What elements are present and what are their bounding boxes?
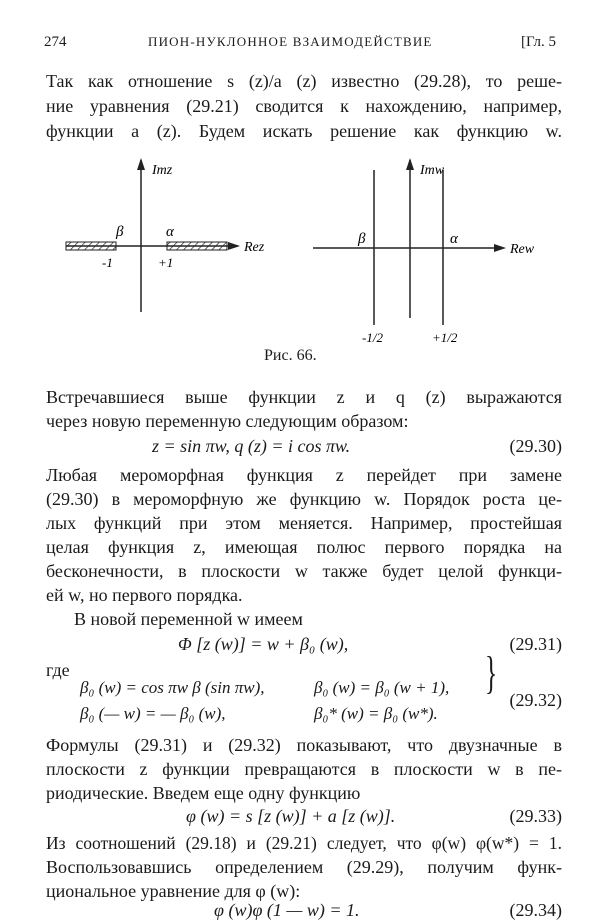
paragraph-line: плоскости z функции превращаются в плоскости w в пе- [46, 759, 562, 779]
figure-66 [0, 150, 600, 350]
paragraph-line: Встречавшиеся выше функции z и q (z) выражаются [46, 387, 562, 407]
brace: } [484, 647, 498, 698]
equation-number: (29.34) [509, 900, 562, 920]
figure-caption: Рис. 66. [264, 347, 317, 364]
where-word: где [46, 660, 70, 680]
rew-label: Rew [510, 242, 535, 257]
running-title: ПИОН-НУКЛОННОЕ ВЗАИМОДЕЙСТВИЕ [148, 34, 433, 49]
equation-29-32-line1b: β₀ (w) = β₀ (w + 1), [314, 678, 450, 697]
paragraph-line: Любая мероморфная функция z перейдет при замене [46, 465, 562, 485]
paragraph-line: (29.30) в мероморфную же функцию w. Порядок роста це- [46, 489, 562, 509]
imw-label: Imw [420, 163, 445, 178]
paragraph-line: циональное уравнение для φ (w): [46, 881, 301, 901]
paragraph-line: ние уравнения (29.21) сводится к нахождению, например, [46, 96, 562, 116]
page-number: 274 [44, 34, 67, 50]
equation-number: (29.33) [509, 806, 562, 826]
paragraph-line: В новой переменной w имеем [74, 609, 303, 629]
equation-number: (29.32) [509, 690, 562, 710]
imz-label: Imz [152, 163, 173, 178]
cut-right [167, 242, 227, 250]
equation-29-31: Φ [z (w)] = w + β₀ (w), [178, 634, 349, 654]
equation-29-32-line1a: β₀ (w) = cos πw β (sin πw), [80, 678, 265, 697]
rew-arrow [494, 244, 506, 252]
equation-29-33: φ (w) = s [z (w)] + a [z (w)]. [186, 806, 396, 826]
paragraph-line: Формулы (29.31) и (29.32) показывают, что двузначные в [46, 735, 562, 755]
equation-29-30: z = sin πw, q (z) = i cos πw. [152, 436, 351, 456]
w-plane-diagram [313, 158, 535, 345]
alpha-label: α [450, 231, 458, 247]
equation-number: (29.31) [509, 634, 562, 654]
tick-minus-one: -1 [102, 255, 113, 270]
paragraph-line: целая функция z, имеющая полюс первого порядка на [46, 537, 562, 557]
paragraph-line: лых функций при этом меняется. Например, простейшая [46, 513, 562, 533]
equation-29-32-line2b: β₀* (w) = β₀ (w*). [314, 704, 438, 723]
equation-number: (29.30) [509, 436, 562, 456]
paragraph-line: через новую переменную следующим образом: [46, 411, 409, 431]
alpha-label: α [166, 224, 174, 240]
tick-minus-half: -1/2 [362, 330, 383, 345]
chapter-label: [Гл. 5 [521, 34, 557, 50]
beta-label: β [116, 224, 124, 240]
equation-29-34: φ (w)φ (1 — w) = 1. [214, 900, 360, 920]
paragraph-line: Так как отношение s (z)/a (z) известно (29.28), то реше- [46, 71, 562, 91]
imw-arrow [406, 158, 414, 170]
imz-arrow [137, 158, 145, 170]
beta-label: β [358, 231, 366, 247]
tick-plus-half: +1/2 [432, 330, 458, 345]
paragraph-line: Воспользовавшись определением (29.29), получим функ- [46, 857, 562, 877]
tick-plus-one: +1 [158, 255, 174, 270]
cut-left [66, 242, 116, 250]
paragraph-line: риодические. Введем еще одну функцию [46, 783, 361, 803]
paragraph-line: ей w, но первого порядка. [46, 585, 243, 605]
paragraph-line: функции a (z). Будем искать решение как функцию w. [46, 121, 562, 141]
equation-29-32-line2a: β₀ (— w) = — β₀ (w), [80, 704, 226, 723]
z-plane-diagram [66, 158, 265, 312]
paragraph-line: Из соотношений (29.18) и (29.21) следует, что φ(w) φ(w*) = 1. [46, 833, 562, 853]
rez-label: Rez [244, 240, 265, 255]
paragraph-line: бесконечности, в плоскости w также будет целой функци- [46, 561, 562, 581]
rez-arrow [228, 242, 240, 250]
